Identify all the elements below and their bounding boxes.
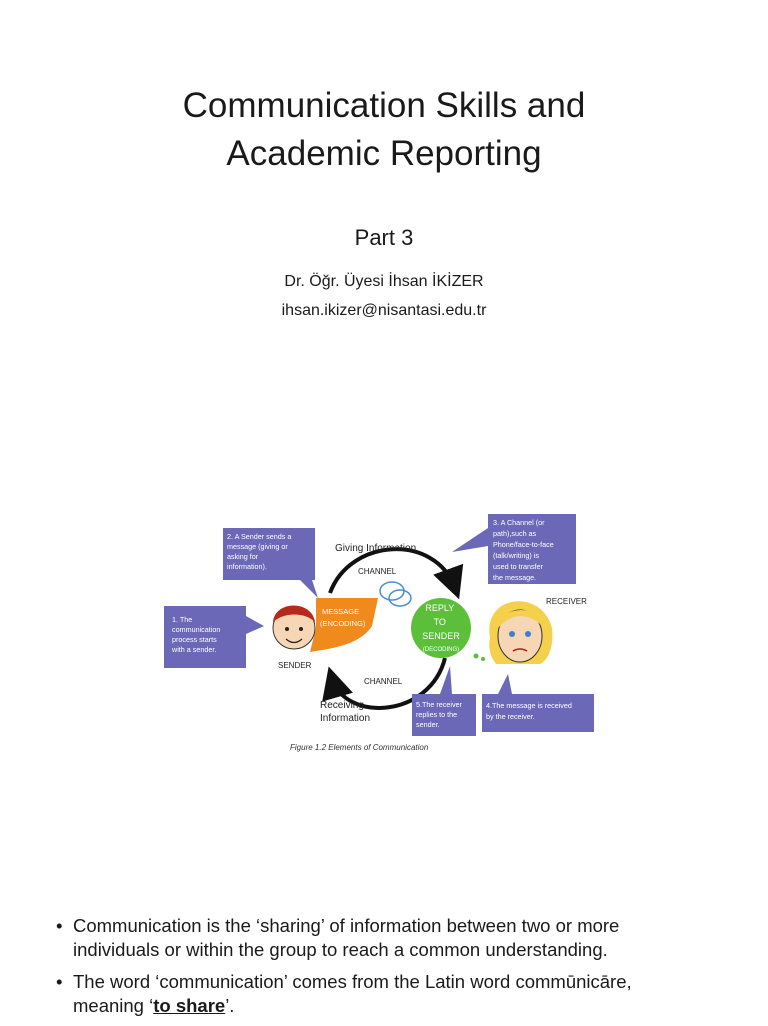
bullet-item-1 <box>56 914 736 962</box>
bullet-2-line-1: The word ‘communication’ comes from the Latin word commūnicāre, <box>73 971 632 992</box>
box3-line-2: path),such as <box>493 529 537 538</box>
giving-information-label: Giving Information <box>335 543 417 554</box>
box3-line-6: the message. <box>493 573 537 582</box>
bullet-1-line-1: Communication is the ‘sharing’ of information between two or more <box>73 915 620 936</box>
box2-line-4: information). <box>227 562 267 571</box>
author-email: ihsan.ikizer@nisantasi.edu.tr <box>281 302 487 319</box>
box4-line-2: by the receiver. <box>486 712 535 721</box>
title-line-1: Communication Skills and <box>182 86 586 125</box>
title-line-2: Academic Reporting <box>226 134 542 173</box>
box3-line-4: (talk/writing) is <box>493 551 539 560</box>
part-label: Part 3 <box>354 225 414 250</box>
message-line-1: MESSAGE <box>322 607 360 616</box>
bullet-dot: • <box>56 915 63 936</box>
process-starts-box <box>164 606 264 668</box>
channel-bottom-label: CHANNEL <box>364 677 403 686</box>
reply-line-1: REPLY <box>425 603 455 613</box>
box5-line-2: replies to the <box>416 710 458 719</box>
box1-line-3: process starts <box>172 635 217 644</box>
receiver-avatar-icon <box>489 601 552 664</box>
box3-line-1: 3. A Channel (or <box>493 518 545 527</box>
box3-line-3: Phone/face-to-face <box>493 540 554 549</box>
sender-sends-box <box>223 528 318 598</box>
bullet-dot: • <box>56 971 63 992</box>
box1-line-2: communication <box>172 625 221 634</box>
bullet-2-pre: meaning ‘ <box>73 995 154 1016</box>
figure-caption: Figure 1.2 Elements of Communication <box>290 743 429 752</box>
box3-line-5: used to transfer <box>493 562 543 571</box>
sender-label: SENDER <box>278 661 312 670</box>
bullet-list <box>56 914 736 1026</box>
box2-line-2: message (giving or <box>227 542 288 551</box>
box1-line-1: 1. The <box>172 615 193 624</box>
message-received-box <box>482 674 594 732</box>
reply-line-2: TO <box>433 617 446 627</box>
receiving-information-label: Receiving Information <box>320 700 371 724</box>
receiver-replies-box <box>412 666 476 736</box>
box5-line-1: 5.The receiver <box>416 700 462 709</box>
channel-top-label: CHANNEL <box>358 567 397 576</box>
bullet-item-2 <box>56 970 736 1018</box>
reply-line-4: (DECODING) <box>422 647 460 653</box>
box4-line-1: 4.The message is received <box>486 701 572 710</box>
message-line-2: (ENCODING) <box>320 619 366 628</box>
box1-line-4: with a sender. <box>172 645 217 654</box>
reply-line-3: SENDER <box>422 631 460 641</box>
reply-to-sender-circle <box>411 598 485 661</box>
communication-figure <box>160 498 608 760</box>
channel-box <box>452 514 576 584</box>
box2-line-1: 2. A Sender sends a <box>227 532 292 541</box>
message-encoding-shape <box>310 598 378 652</box>
bullet-2-post: ’. <box>225 995 235 1016</box>
bullet-1-line-2: individuals or within the group to reach a common understanding. <box>73 939 608 960</box>
author-name: Dr. Öğr. Üyesi İhsan İKİZER <box>284 273 484 290</box>
box2-line-3: asking for <box>227 552 259 561</box>
chat-bubble-icon <box>380 582 411 606</box>
receiver-label: RECEIVER <box>546 597 587 606</box>
to-share-emphasis: to share <box>153 995 226 1016</box>
sender-avatar-icon <box>273 606 315 650</box>
slide-title <box>0 82 768 178</box>
box5-line-3: sender. <box>416 720 440 729</box>
